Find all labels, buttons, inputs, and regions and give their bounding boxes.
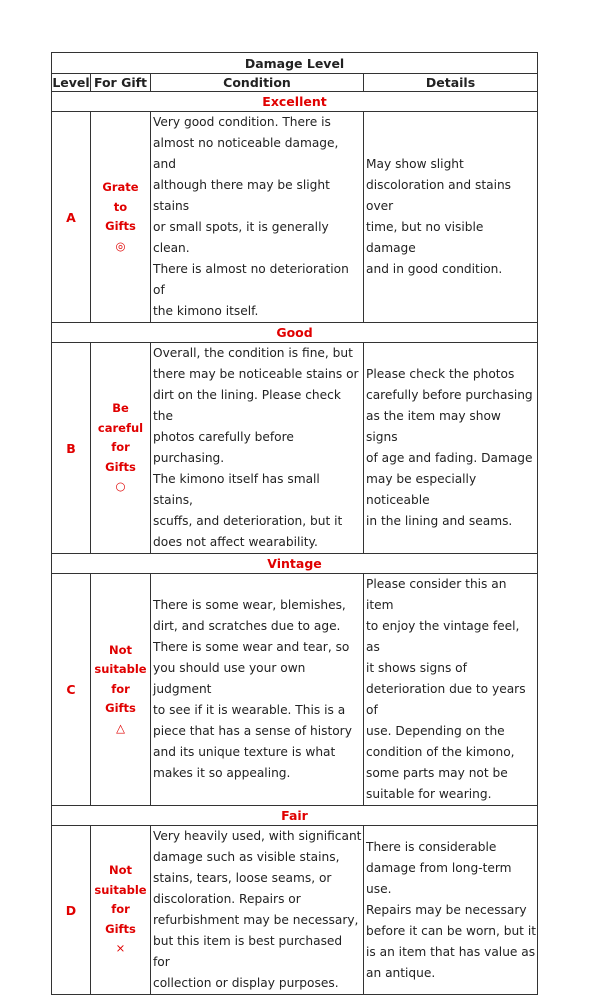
condition-cell: There is some wear, blemishes, dirt, and scratches due to age. There is some wear and tear, so you should use your own judgment to see if it is wearable. This is a piece that has a sense of history and its unique texture is what makes it so appealing. bbox=[151, 574, 364, 806]
gift-line: Gifts bbox=[105, 459, 136, 474]
table-row bbox=[52, 574, 538, 806]
gift-line: Gifts bbox=[105, 921, 136, 936]
damage-level-table bbox=[51, 52, 538, 995]
table-title: Damage Level bbox=[52, 53, 538, 74]
details-cell: There is considerable damage from long-term use. Repairs may be necessary before it can be worn, but it is an item that has value as an antique. bbox=[364, 826, 538, 995]
gift-line: suitable bbox=[94, 662, 147, 677]
section-title-excellent: Excellent bbox=[52, 92, 538, 112]
header-level: Level bbox=[52, 75, 90, 90]
gift-line: to bbox=[113, 199, 128, 214]
gift-line: Grate bbox=[102, 180, 139, 194]
section-title-good: Good bbox=[52, 323, 538, 343]
table-row bbox=[52, 826, 538, 995]
level-cell: C bbox=[52, 574, 91, 806]
level-cell: D bbox=[52, 826, 91, 995]
gift-symbol-icon: × bbox=[115, 941, 126, 956]
gift-line: for bbox=[111, 902, 130, 917]
details-cell: May show slight discoloration and stains over time, but no visible damage and in good condition. bbox=[364, 112, 538, 323]
gift-cell bbox=[91, 826, 151, 995]
condition-cell: Very heavily used, with significant damage such as visible stains, stains, tears, loose seams, or discoloration. Repairs or refurbishment may be necessary, but this item is best purchased for collection or display purposes. bbox=[151, 826, 364, 995]
gift-line: Gifts bbox=[105, 219, 136, 233]
condition-cell: Overall, the condition is fine, but there may be noticeable stains or dirt on the lining. Please check the photos carefully before purchasing. The kimono itself has small stains, scuffs, and deterioration, but it does not affect wearability. bbox=[151, 343, 364, 554]
table-row bbox=[52, 343, 538, 554]
gift-cell bbox=[91, 112, 151, 323]
gift-line: suitable bbox=[94, 882, 147, 897]
details-cell: Please consider this an item to enjoy the vintage feel, as it shows signs of deterioration due to years of use. Depending on the condition of the kimono, some parts may not be suitable for wearing. bbox=[364, 574, 538, 806]
header-details: Details bbox=[364, 74, 538, 92]
level-cell: A bbox=[52, 112, 91, 323]
gift-symbol-icon: △ bbox=[116, 720, 125, 735]
level-cell: B bbox=[52, 343, 91, 554]
header-gift: For Gift bbox=[91, 74, 151, 92]
section-title-vintage: Vintage bbox=[52, 554, 538, 574]
gift-line: Be bbox=[112, 401, 129, 416]
details-cell: Please check the photos carefully before purchasing as the item may show signs of age and fading. Damage may be especially noticeable in the lining and seams. bbox=[364, 343, 538, 554]
gift-line: for bbox=[111, 440, 130, 455]
gift-line: Not bbox=[108, 642, 133, 657]
gift-line: Gifts bbox=[105, 701, 136, 716]
table-row bbox=[52, 112, 538, 323]
section-title-fair: Fair bbox=[52, 806, 538, 826]
gift-symbol-icon: ◎ bbox=[115, 238, 126, 253]
condition-cell: Very good condition. There is almost no noticeable damage, and although there may be slight stains or small spots, it is generally clean. There is almost no deterioration of the kimono itself. bbox=[151, 112, 364, 323]
gift-line: Not bbox=[108, 863, 133, 878]
gift-line: for bbox=[111, 681, 130, 696]
gift-symbol-icon: ○ bbox=[115, 479, 126, 494]
gift-line: careful bbox=[97, 420, 144, 435]
header-condition: Condition bbox=[151, 74, 364, 92]
gift-cell bbox=[91, 343, 151, 554]
gift-cell bbox=[91, 574, 151, 806]
